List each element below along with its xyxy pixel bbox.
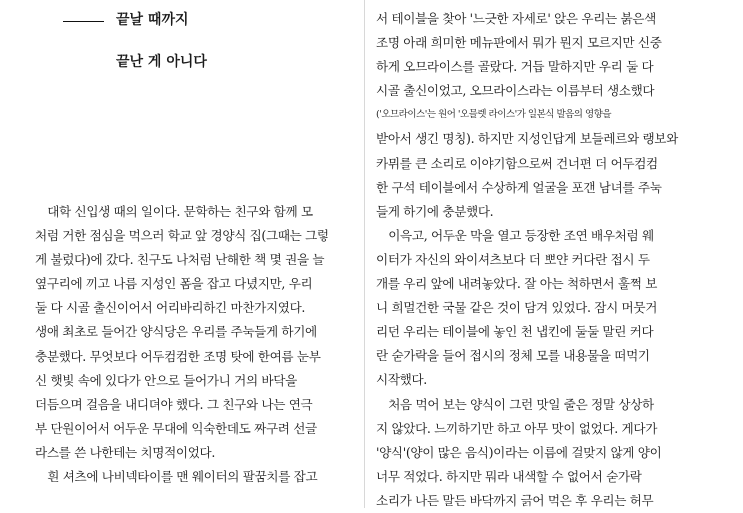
- chapter-subtitle: 끝난 게 아니다: [116, 54, 207, 70]
- text-line: 들게 하기에 충분했다.: [376, 203, 494, 219]
- text-line: 서 테이블을 찾아 '느긋한 자세로' 앉은 우리는 붉은색: [376, 11, 656, 26]
- text-line: 이터가 자신의 와이셔츠보다 더 뽀얀 커다란 접시 두: [376, 251, 650, 267]
- text-line: 시작했다.: [376, 372, 427, 388]
- text-line: 부 단원이어서 어두운 무대에 익숙한데도 짜구려 선글: [35, 420, 317, 436]
- text-line: 게 불렀다)에 갔다. 친구도 나처럼 난해한 책 몇 권을 늘: [35, 252, 325, 268]
- text-line: 카뮈를 큰 소리로 이야기함으로써 건너편 더 어두컴컴: [376, 155, 658, 171]
- left-text-column: [35, 200, 347, 489]
- text-line: 흰 셔츠에 나비넥타이를 맨 웨이터의 팔꿈치를 잡고: [35, 469, 318, 485]
- text-line: 너무 적었다. 하지만 뭐라 내색할 수 없어서 숟가락: [376, 468, 642, 484]
- text-line: 니 희멀건한 국물 같은 것이 담겨 있었다. 잠시 머뭇거: [376, 300, 658, 316]
- text-line: 둘 다 시골 출신이어서 어리바리하긴 마찬가지였다.: [35, 300, 306, 316]
- text-line: '양식'(양이 많은 음식)이라는 이름에 걸맞지 않게 양이: [376, 444, 662, 460]
- text-line: 하게 오므라이스를 골랐다. 거듭 말하지만 우리 둘 다: [376, 59, 654, 75]
- text-line: 처럼 거한 점심을 먹으러 학교 앞 경양식 집(그때는 그렇: [35, 228, 329, 244]
- chapter-title: 끝날 때까지: [116, 12, 189, 28]
- heading-rule: [63, 21, 104, 22]
- text-line: 받아서 생긴 명칭). 하지만 지성인답게 보들레르와 랭보와: [376, 131, 678, 147]
- text-line: 라스를 쓴 나한테는 치명적이었다.: [35, 444, 216, 460]
- text-line: 한 구석 테이블에서 수상하게 얼굴을 포갠 남녀를 주눅: [376, 179, 662, 195]
- right-text-column: [376, 7, 699, 513]
- text-line-note: ('오므라이스'는 원어 '오믈렛 라이스'가 일본식 발음의 영향을: [376, 109, 612, 121]
- text-line: 리던 우리는 테이블에 놓인 천 냅킨에 둘둘 말린 커다: [376, 324, 654, 340]
- text-line: 조명 아래 희미한 메뉴판에서 뭐가 뭔지 모르지만 신중: [376, 35, 662, 51]
- text-line: 개를 우리 앞에 내려놓았다. 잘 아는 척하면서 훌쩍 보: [376, 276, 658, 292]
- text-line: 신 햇빛 속에 있다가 안으로 들어가니 거의 바닥을: [35, 372, 297, 388]
- text-line: 더듬으며 걸음을 내디뎌야 했다. 그 친구와 나는 연극: [35, 396, 313, 412]
- text-line: 이윽고, 어두운 막을 열고 등장한 조연 배우처럼 웨: [376, 227, 654, 243]
- text-line: 옆구리에 끼고 나름 지성인 폼을 잡고 다녔지만, 우리: [35, 276, 313, 292]
- column-divider: [364, 0, 365, 508]
- text-line: 충분했다. 무엇보다 어두컴컴한 조명 탓에 한여름 눈부: [35, 348, 321, 364]
- text-line: 시골 출신이었고, 오므라이스라는 이름부터 생소했다: [376, 83, 655, 99]
- text-line: 란 숟가락을 들어 접시의 정체 모를 내용물을 떠먹기: [376, 348, 650, 364]
- text-line: 지 않았다. 느끼하기만 하고 아무 맛이 없었다. 게다가: [376, 420, 658, 436]
- text-line: 처음 먹어 보는 양식이 그런 맛일 줄은 정말 상상하: [376, 396, 654, 412]
- text-line: 대학 신입생 때의 일이다. 문학하는 친구와 함께 모: [35, 204, 313, 219]
- text-line: 소리가 나든 말든 바닥까지 긁어 먹은 후 우리는 허무: [376, 492, 654, 508]
- text-line: 생애 최초로 들어간 양식당은 우리를 주눅들게 하기에: [35, 324, 317, 340]
